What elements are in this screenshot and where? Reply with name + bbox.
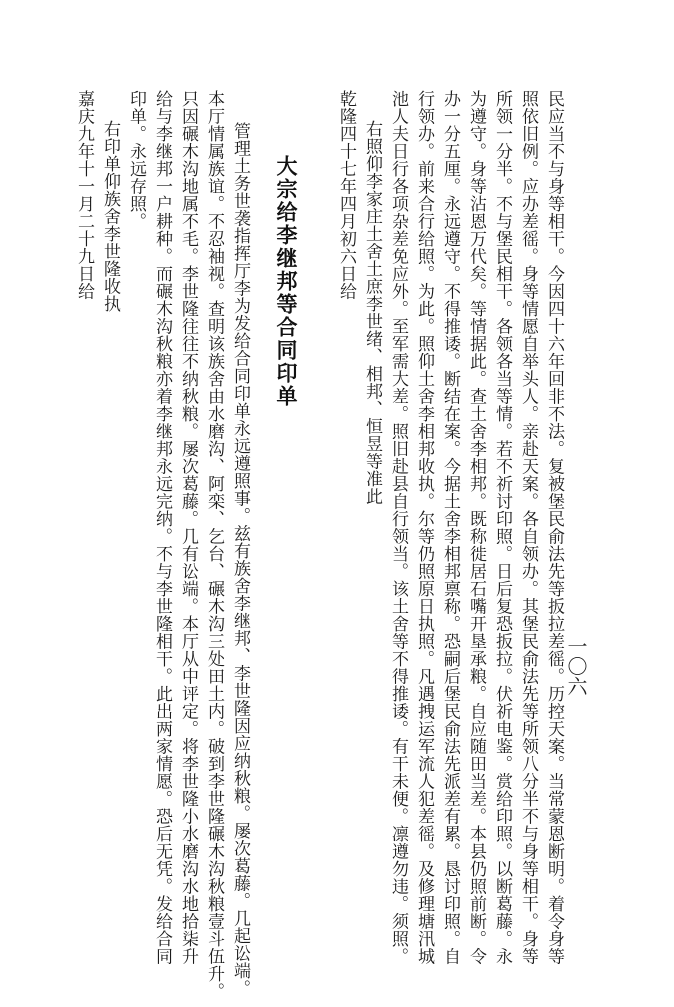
lower-doc-line-4: 给与李继邦一户耕种。而碾木沟秋粮亦着李继邦永远完纳。不与李世隆相干。此出两家情愿。恐后无凭。发给合同 xyxy=(152,90,172,965)
upper-doc-recipient: 右照仰李家庄土舍土庶李世绪、相邦、恒昱等准此 xyxy=(362,120,382,505)
upper-doc-line-3: 所领一分半。不与堡民相干。各领各当等情。若不祈讨印照。日后复恐扳拉。伏祈电鉴。赏给印照。以断葛藤。永 xyxy=(492,90,512,965)
upper-doc-line-5: 办一分五厘。永远遵守。不得推诿。断结在案。今据土舍李相邦禀称。恐嗣后堡民俞法先派差有累。恳讨印照。自 xyxy=(440,90,460,965)
page-number: 一〇六 xyxy=(564,636,588,696)
lower-doc-line-5: 印单。永远存照。 xyxy=(126,90,146,230)
upper-doc-line-4: 为遵守。身等沾恩万代矣。等情据此。查土舍李相邦。既称徙居石嘴开垦承粮。自应随田当差。本县仍照前断。令 xyxy=(466,90,486,965)
upper-doc-date: 乾隆四十七年四月初六日给 xyxy=(336,90,356,300)
lower-doc-recipient: 右印单仰族舍李世隆收执 xyxy=(100,120,120,313)
lower-doc-line-3: 只因碾木沟地属不毛。李世隆往往不纳秋粮。屡次葛藤。几有讼端。本厅从中评定。将李世隆小水磨沟水地拾柒升 xyxy=(178,90,198,965)
lower-doc-line-2: 本厅情属族谊。不忍袖视。查明该族舍由水磨沟、阿栾、乞台、碾木沟三处田土内。破到李世隆碾木沟秋粮壹斗伍升。 xyxy=(204,90,224,1000)
upper-doc-line-6: 行领办。前来合行给照。为此。照仰土舍李相邦收执。尔等仍照原日执照。凡遇拽运军流人犯差徭。及修理塘汛城 xyxy=(414,90,434,965)
lower-doc-line-1: 管理土务世袭指挥厅李为发给合同印单永远遵照事。兹有族舍李继邦、李世隆因应纳秋粮。屡次葛藤。几起讼端。 xyxy=(230,122,250,997)
lower-doc-title: 大宗给李继邦等合同印单 xyxy=(274,155,298,408)
upper-doc-line-1: 民应当不与身等相干。今因四十六年回非不法。复被堡民俞法先等扳拉差徭。历控天案。当常蒙恩断明。着令身等 xyxy=(544,90,564,965)
upper-doc-line-2: 照依旧例。应办差徭。身等情愿自举头人。亲赴天案。各自领办。其堡民俞法先等所领八分半不与身等相干。身等 xyxy=(518,90,538,965)
upper-doc-line-7: 池人夫日行各项杂差免应外。至军需大差。照旧赴县自行领当。该土舍等不得推诿。有干未便。凛遵勿违。须照。 xyxy=(388,90,408,965)
lower-doc-date: 嘉庆九年十一月二十九日给 xyxy=(74,90,94,300)
